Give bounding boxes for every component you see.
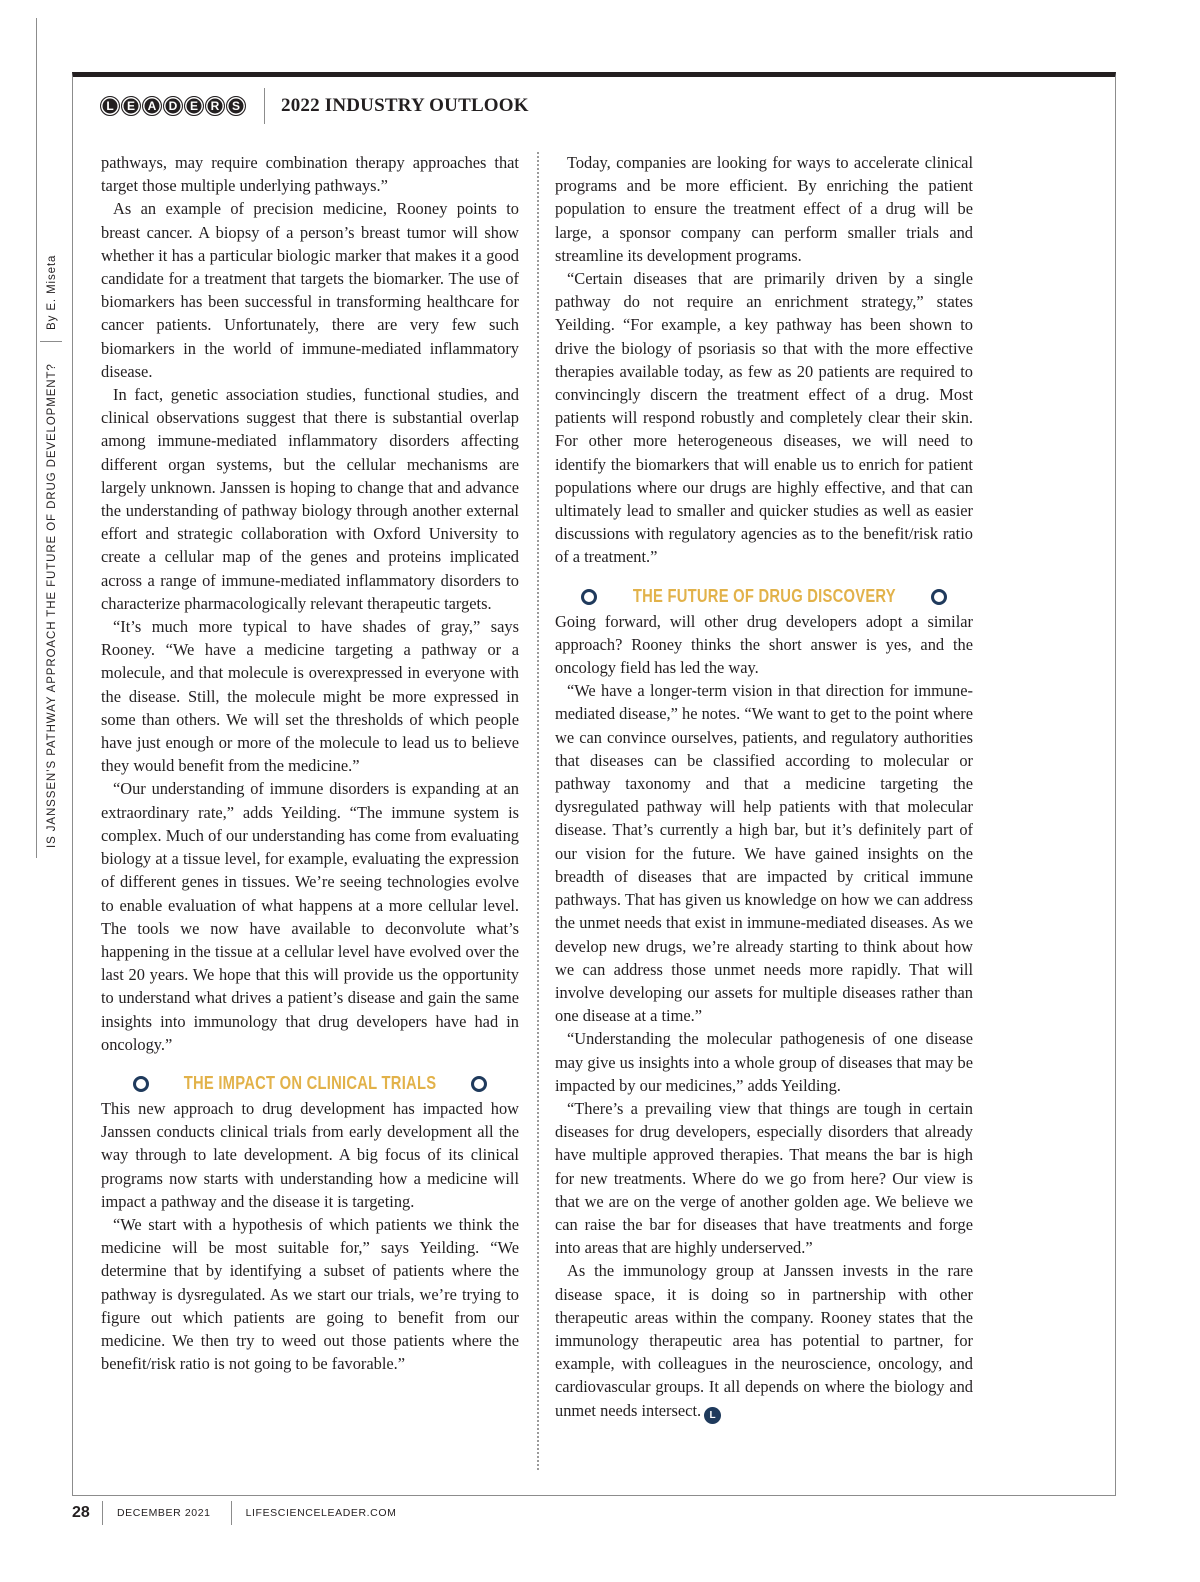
page-footer	[72, 1500, 396, 1526]
circle-bullet-icon	[471, 1076, 487, 1092]
sidebar-rule	[36, 18, 37, 858]
body-paragraph: “It’s much more typical to have shades of gray,” says Rooney. “We have a medicine targeting a pathway or a molecule, and that molecule is overexpressed in everyone with the disease. Still, the molecule might be more expressed in some than others. We will set the thresholds of which people have just enough or more of the molecule to lead us to believe they would benefit from the medicine.”	[101, 617, 519, 776]
footer-divider	[231, 1501, 232, 1525]
page-header	[100, 90, 529, 122]
body-paragraph: “There’s a prevailing view that things are tough in certain diseases for drug developers, especially disorders that already have multiple approved therapies. That means the bar is high for new treatments. Where do we go from here? Our view is that we are on the verge of another golden age. We believe we can raise the bar for diseases that have treatments and forge into areas that are highly underserved.”	[555, 1098, 973, 1258]
body-paragraph: “Understanding the molecular pathogenesis of one disease may give us insights into a whole group of diseases that may be impacted by our medicines,” adds Yeilding.	[555, 1029, 973, 1095]
circle-bullet-icon	[133, 1076, 149, 1092]
author-byline: By E. Miseta	[46, 254, 58, 330]
column-divider	[537, 152, 539, 1470]
body-paragraph: pathways, may require combination therapy approaches that target those multiple underlying pathways.”	[101, 153, 519, 196]
body-paragraph: In fact, genetic association studies, functional studies, and clinical observations suggest that there is substantial overlap among immune-mediated inflammatory disorders affecting different organ systems, but the cellular mechanisms are largely unknown. Janssen is hoping to change that and advance the understanding of pathway biology through another external effort and strategic collaboration with Oxford University to create a cellular map of the genes and proteins implicated across a range of immune-mediated inflammatory disorders to characterize pharmacologically relevant therapeutic targets.	[101, 385, 519, 613]
footer-divider	[102, 1501, 103, 1525]
leaders-logo	[100, 96, 246, 116]
body-paragraph-final	[555, 1259, 973, 1423]
logo-letter: D	[163, 96, 183, 116]
issue-date: DECEMBER 2021	[117, 1507, 211, 1519]
final-paragraph-text: As the immunology group at Janssen invests in the rare disease space, it is doing so in partnership with other therapeutic areas within the company. Rooney states that the immunology therapeutic area has potential to partner, for example, with colleagues in the neuroscience, oncology, and cardiovascular groups. It all depends on where the biology and unmet needs intersect.	[555, 1261, 973, 1420]
circle-bullet-icon	[581, 589, 597, 605]
body-paragraph: This new approach to drug development has impacted how Janssen conducts clinical trials from early development all the way through to late development. A big focus of its clinical programs now starts with understanding how a medicine will impact a pathway and the disease it is targeting.	[101, 1098, 519, 1211]
website-link[interactable]: LIFESCIENCELEADER.COM	[245, 1507, 397, 1519]
sidebar-separator	[40, 341, 62, 342]
body-paragraph: Today, companies are looking for ways to accelerate clinical programs and be more efficient. By enriching the patient population to ensure the treatment effect of a drug will be large, a sponsor company can perform smaller trials and streamline its development programs.	[555, 153, 973, 265]
body-paragraph: “Certain diseases that are primarily driven by a single pathway do not require an enrichment strategy,” states Yeilding. “For example, a key pathway has been shown to drive the biology of psoriasis so that with the more effective therapies available today, as few as 20 patients are required to convincingly discern the treatment effect of a drug. Most patients will respond robustly and completely clear their skin. For other more heterogeneous diseases, we will need to identify the biomarkers that will enable us to enrich for patient populations where our drugs are highly effective, and that can ultimately lead to smaller and quicker studies as well as easier discussions with regulatory agencies as to the benefit/risk ratio of a treatment.”	[555, 269, 973, 567]
header-divider	[264, 88, 265, 124]
section-heading-drug-discovery	[555, 585, 973, 609]
vertical-sidebar	[20, 18, 90, 858]
page-number: 28	[72, 1504, 90, 1521]
circle-bullet-icon	[931, 589, 947, 605]
end-mark-icon: L	[704, 1407, 721, 1424]
body-paragraph: As an example of precision medicine, Rooney points to breast cancer. A biopsy of a person’s breast tumor will show whether it has a particular biologic marker that makes it a good candidate for a treatment that targets the biomarker. The use of biomarkers has been successful in transforming healthcare for cancer patients. Unfortunately, there are very few such biomarkers in the world of immune-mediated inflammatory disease.	[101, 199, 519, 381]
logo-letter: E	[121, 96, 141, 116]
left-column	[101, 151, 519, 1375]
section-heading-text: THE FUTURE OF DRUG DISCOVERY	[632, 586, 896, 607]
article-question: IS JANSSEN’S PATHWAY APPROACH THE FUTURE OF DRUG DEVELOPMENT?	[46, 363, 58, 848]
section-heading-text: THE IMPACT ON CLINICAL TRIALS	[183, 1073, 437, 1094]
logo-letter: S	[226, 96, 246, 116]
body-paragraph: Going forward, will other drug developers adopt a similar approach? Rooney thinks the short answer is yes, and the oncology field has led the way.	[555, 611, 973, 678]
body-paragraph: “We have a longer-term vision in that direction for immune-mediated disease,” he notes. “We want to get to the point where we can convince ourselves, patients, and regulatory authorities that diseases can be classified according to molecular or pathway taxonomy and that a medicine targeting the dysregulated pathway will help patients with that molecular disease. That’s currently a high bar, but it’s definitely part of our vision for the future. We have gained insights on the breadth of diseases that are impacted by critical immune pathways. That has given us knowledge on how we can address the unmet needs that exist in immune-mediated diseases. As we develop new drugs, we’re already starting to think about how we can address those unmet needs more rapidly. That will involve developing our assets for multiple diseases rather than one disease at a time.”	[555, 681, 973, 1026]
body-paragraph: “Our understanding of immune disorders is expanding at an extraordinary rate,” adds Yeilding. “The immune system is complex. Much of our understanding has come from evaluating biology at a tissue level, for example, evaluating the expression of different genes in tissues. We’re seeing technologies evolve to enable evaluation of what happens at a more cellular level. The tools we now have available to deconvolute what’s happening in the tissue at a cellular level have evolved over the last 20 years. We hope that this will provide us the opportunity to understand what drives a patient’s disease and gain the same insights into immunology that drug developers have had in oncology.”	[101, 779, 519, 1054]
section-title: 2022 INDUSTRY OUTLOOK	[281, 95, 529, 116]
logo-letter: E	[184, 96, 204, 116]
body-paragraph: “We start with a hypothesis of which patients we think the medicine will be most suitable for,” says Yeilding. “We determine that by identifying a subset of patients where the pathway is dysregulated. As we start our trials, we’re trying to figure out which patients are going to benefit from our medicine. We then try to weed out those patients where the benefit/risk ratio is not going to be favorable.”	[101, 1214, 519, 1374]
section-heading-clinical-trials	[101, 1072, 519, 1096]
right-column	[555, 151, 973, 1424]
logo-letter: A	[142, 96, 162, 116]
logo-letter: R	[205, 96, 225, 116]
logo-letter: L	[100, 96, 120, 116]
